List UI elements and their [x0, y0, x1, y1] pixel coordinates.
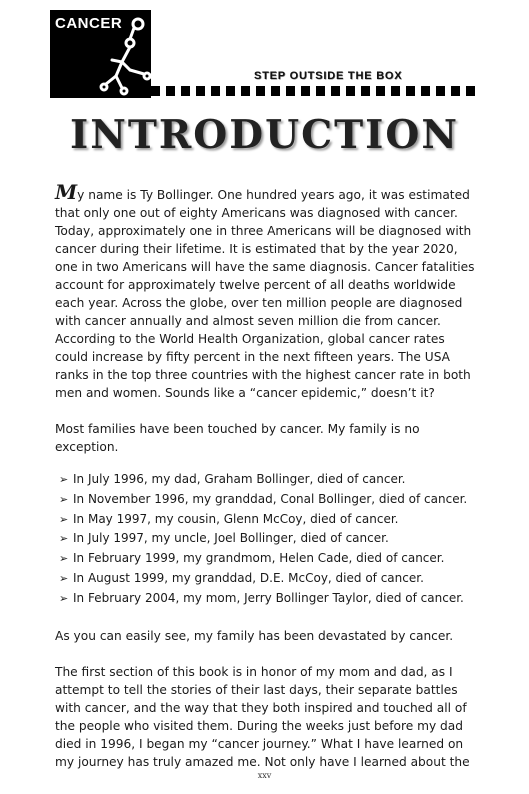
page-title: INTRODUCTION	[69, 112, 460, 158]
list-item: ➢ In July 1996, my dad, Graham Bollinger, died of cancer.	[59, 470, 475, 490]
arrow-bullet-icon: ➢	[59, 492, 69, 506]
arrow-bullet-icon: ➢	[59, 571, 69, 585]
arrow-bullet-icon: ➢	[59, 532, 69, 546]
page-content	[55, 180, 475, 771]
arrow-bullet-icon: ➢	[59, 512, 69, 526]
families-paragraph	[55, 420, 475, 456]
list-item: ➢ In February 2004, my mom, Jerry Bollinger Taylor, died of cancer.	[59, 589, 475, 609]
list-item: ➢ In May 1997, my cousin, Glenn McCoy, died of cancer.	[59, 510, 475, 530]
intro-line-6: account for approximately twelve percent of all deaths worldwide	[55, 278, 456, 292]
families-line-2: exception.	[55, 440, 119, 454]
first-section-line-6: my journey has truly amazed me. Not only have I learned about the	[55, 754, 470, 769]
first-section-line-5: died in 1996, I began my “cancer journey.” What I have learned on	[55, 736, 464, 751]
intro-line-7: each year. Across the globe, over ten million people are diagnosed	[55, 296, 463, 310]
intro-line-10: could increase by fifty percent in the next fifteen years. The USA	[55, 350, 451, 364]
intro-line-12: men and women. Sounds like a “cancer epidemic,” doesn’t it?	[55, 386, 435, 400]
devastated-paragraph: As you can easily see, my family has been devastated by cancer.	[55, 628, 454, 643]
list-item: ➢ In November 1996, my granddad, Conal Bollinger, died of cancer.	[59, 490, 475, 510]
first-section-line-2: attempt to tell the stories of their last days, their separate battles	[55, 682, 458, 697]
intro-line-4: cancer during their lifetime. It is estimated that by the year 2020,	[55, 242, 458, 256]
list-item: ➢ In August 1999, my granddad, D.E. McCoy, died of cancer.	[59, 569, 475, 589]
intro-paragraph	[55, 180, 475, 402]
logo-box	[50, 10, 151, 98]
dropcap: M	[55, 180, 78, 204]
first-section-line-3: with cancer, and the way that they both inspired and touched all of	[55, 700, 467, 715]
intro-line-9: According to the World Health Organization, global cancer rates	[55, 332, 445, 346]
first-section-line-1: The first section of this book is in honor of my mom and dad, as I	[55, 664, 453, 679]
tagline: STEP OUTSIDE THE BOX	[254, 70, 403, 82]
intro-line-1: My name is Ty Bollinger. One hundred years ago, it was estimated	[55, 180, 470, 204]
arrow-bullet-icon: ➢	[59, 473, 69, 486]
arrow-bullet-icon: ➢	[59, 552, 69, 566]
intro-line-11: ranks in the top three countries with the highest cancer rate in both	[55, 368, 471, 382]
intro-line-8: with cancer annually and almost seven million die from cancer.	[55, 314, 441, 328]
deaths-list	[55, 470, 475, 609]
first-section-line-4: the people who visited them. During the weeks just before my dad	[55, 718, 463, 733]
list-item: ➢ In February 1999, my grandmom, Helen Cade, died of cancer.	[59, 549, 475, 569]
intro-line-5: one in two Americans will have the same diagnosis. Cancer fatalities	[55, 260, 475, 274]
intro-line-2: that only one out of eighty Americans was diagnosed with cancer.	[55, 206, 458, 220]
stick-figure-icon	[50, 10, 151, 98]
list-item: ➢ In July 1997, my uncle, Joel Bollinger, died of cancer.	[59, 529, 475, 549]
page-number: xxv	[257, 771, 272, 780]
logo-text: CANCER	[55, 15, 123, 32]
arrow-bullet-icon: ➢	[59, 591, 69, 605]
intro-line-3: Today, approximately one in three Americans will be diagnosed with	[55, 224, 472, 238]
first-section-paragraph	[55, 663, 475, 771]
families-line-1: Most families have been touched by cancer. My family is no	[55, 422, 420, 436]
header-dashed-bar	[151, 86, 481, 96]
